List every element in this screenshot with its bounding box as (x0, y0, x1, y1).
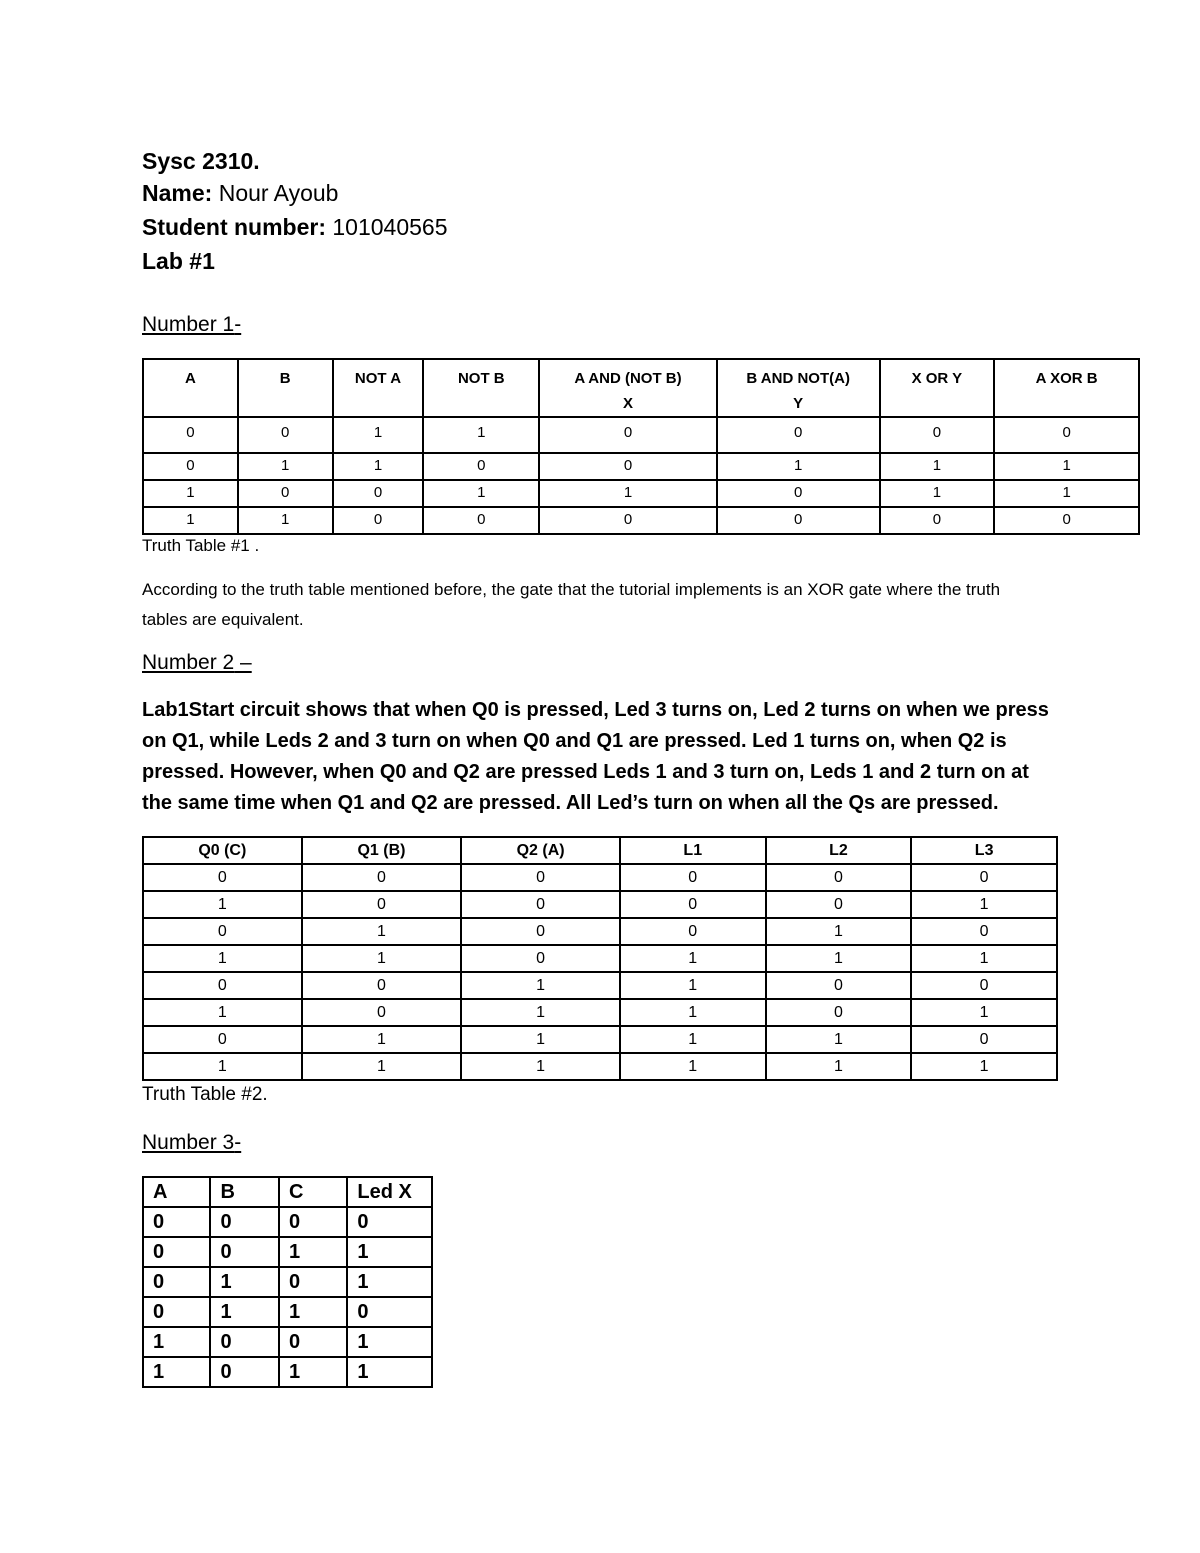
student-value: 101040565 (332, 214, 448, 240)
table-cell: 1 (143, 1327, 210, 1357)
table-cell: 1 (143, 1357, 210, 1387)
table-cell: 0 (620, 918, 766, 945)
table-cell: 0 (539, 417, 717, 453)
table-cell: 1 (880, 453, 995, 480)
table-1-caption: Truth Table #1 . (142, 536, 260, 555)
table-cell: 1 (347, 1327, 432, 1357)
header-cell: X OR Y (880, 359, 995, 417)
table-cell: 0 (911, 1026, 1057, 1053)
course-title: Sysc 2310. (142, 148, 260, 174)
table-cell: 0 (143, 1237, 210, 1267)
table-cell: 1 (994, 453, 1139, 480)
student-line (142, 212, 448, 242)
table-cell: 1 (994, 480, 1139, 507)
table-cell: 1 (423, 480, 539, 507)
table-cell: 0 (210, 1357, 278, 1387)
table-row (143, 1297, 432, 1327)
table-row (143, 999, 1057, 1026)
table-cell: 0 (461, 918, 620, 945)
table-cell: 0 (210, 1327, 278, 1357)
table-cell: 1 (620, 972, 766, 999)
table-cell: 0 (461, 945, 620, 972)
table-cell: 1 (333, 417, 424, 453)
header-cell: L1 (620, 837, 766, 864)
table-row (143, 864, 1057, 891)
table-cell: 1 (302, 1026, 462, 1053)
table-cell: 0 (766, 999, 912, 1026)
table-cell: 0 (143, 1297, 210, 1327)
table-cell: 0 (302, 864, 462, 891)
table-cell: 0 (302, 999, 462, 1026)
table-row (143, 1327, 432, 1357)
header-cell: L3 (911, 837, 1057, 864)
table-cell: 1 (880, 480, 995, 507)
table-header-row (143, 359, 1139, 417)
truth-table-2 (142, 836, 1058, 1081)
table-cell: 1 (210, 1297, 278, 1327)
table-cell: 0 (279, 1267, 347, 1297)
table-cell: 1 (461, 999, 620, 1026)
table-cell: 1 (911, 1053, 1057, 1080)
table-cell: 0 (461, 864, 620, 891)
table-cell: 1 (620, 999, 766, 1026)
table-cell: 1 (911, 945, 1057, 972)
table-row (143, 480, 1139, 507)
table-cell: 0 (143, 453, 238, 480)
header-cell: C (279, 1177, 347, 1207)
table-cell: 0 (911, 864, 1057, 891)
table-cell: 1 (302, 1053, 462, 1080)
table-cell: 0 (539, 507, 717, 534)
name-value: Nour Ayoub (218, 180, 339, 206)
table-cell: 0 (333, 507, 424, 534)
table-cell: 1 (423, 417, 539, 453)
table-cell: 0 (347, 1297, 432, 1327)
table-cell: 1 (461, 972, 620, 999)
header-cell: L2 (766, 837, 912, 864)
table-cell: 1 (620, 1053, 766, 1080)
table-cell: 0 (238, 480, 333, 507)
table-cell: 1 (143, 891, 302, 918)
table-cell: 1 (539, 480, 717, 507)
table-cell: 0 (620, 864, 766, 891)
table-cell: 0 (911, 972, 1057, 999)
table-cell: 0 (143, 972, 302, 999)
header-cell: NOT B (423, 359, 539, 417)
table-cell: 1 (143, 480, 238, 507)
header-cell: A AND (NOT B) X (539, 359, 717, 417)
table-cell: 0 (279, 1207, 347, 1237)
table-row (143, 1207, 432, 1237)
table-cell: 0 (717, 480, 880, 507)
table-cell: 0 (302, 972, 462, 999)
table-cell: 0 (539, 453, 717, 480)
table-cell: 1 (143, 999, 302, 1026)
section-2-title: Number 2 – (142, 651, 252, 674)
table-cell: 0 (210, 1237, 278, 1267)
table-cell: 0 (880, 507, 995, 534)
table-cell: 1 (210, 1267, 278, 1297)
table-row (143, 1026, 1057, 1053)
table-cell: 0 (210, 1207, 278, 1237)
table-row (143, 1053, 1057, 1080)
table-row (143, 417, 1139, 453)
header-cell: A (143, 1177, 210, 1207)
table-cell: 1 (238, 507, 333, 534)
table-row (143, 891, 1057, 918)
truth-table-3 (142, 1176, 433, 1388)
table-header-row (143, 1177, 432, 1207)
table-cell: 1 (766, 1053, 912, 1080)
table-cell: 1 (279, 1237, 347, 1267)
table-cell: 1 (461, 1026, 620, 1053)
table-cell: 1 (911, 999, 1057, 1026)
section-3-title: Number 3- (142, 1131, 242, 1154)
table-cell: 1 (347, 1237, 432, 1267)
table-cell: 1 (143, 507, 238, 534)
table-cell: 0 (143, 417, 238, 453)
section-1-title: Number 1- (142, 313, 242, 336)
table-cell: 1 (302, 918, 462, 945)
table-cell: 0 (766, 864, 912, 891)
section-1-paragraph: According to the truth table mentioned before, the gate that the tutorial implements is an XOR gate where the truth tables are equivalent. (142, 580, 1001, 629)
lab-line (142, 246, 215, 276)
table-cell: 0 (143, 1026, 302, 1053)
table-cell: 1 (279, 1297, 347, 1327)
header-cell: B (238, 359, 333, 417)
table-cell: 1 (766, 1026, 912, 1053)
course-line (142, 146, 260, 176)
table-cell: 0 (461, 891, 620, 918)
table-cell: 0 (347, 1207, 432, 1237)
table-cell: 1 (143, 945, 302, 972)
table-cell: 0 (717, 417, 880, 453)
table-cell: 0 (143, 918, 302, 945)
table-cell: 1 (333, 453, 424, 480)
table-cell: 0 (302, 891, 462, 918)
table-cell: 1 (717, 453, 880, 480)
table-cell: 0 (994, 417, 1139, 453)
table-cell: 1 (238, 453, 333, 480)
table-cell: 0 (423, 507, 539, 534)
table-cell: 0 (766, 891, 912, 918)
table-cell: 1 (766, 918, 912, 945)
table-cell: 0 (143, 864, 302, 891)
table-row (143, 945, 1057, 972)
table-row (143, 453, 1139, 480)
table-cell: 1 (461, 1053, 620, 1080)
table-cell: 1 (302, 945, 462, 972)
table-cell: 0 (143, 1267, 210, 1297)
table-row (143, 507, 1139, 534)
table-cell: 1 (911, 891, 1057, 918)
header-cell: B (210, 1177, 278, 1207)
table-cell: 0 (238, 417, 333, 453)
table-row (143, 1237, 432, 1267)
header-cell: Led X (347, 1177, 432, 1207)
table-cell: 1 (620, 945, 766, 972)
table-row (143, 918, 1057, 945)
header-cell: Q1 (B) (302, 837, 462, 864)
header-cell: B AND NOT(A) Y (717, 359, 880, 417)
table-cell: 1 (143, 1053, 302, 1080)
table-cell: 0 (911, 918, 1057, 945)
table-cell: 1 (766, 945, 912, 972)
table-cell: 0 (333, 480, 424, 507)
header-cell: NOT A (333, 359, 424, 417)
table-cell: 0 (766, 972, 912, 999)
table-cell: 0 (717, 507, 880, 534)
table-row (143, 1357, 432, 1387)
header-cell: A XOR B (994, 359, 1139, 417)
table-cell: 0 (279, 1327, 347, 1357)
truth-table-1 (142, 358, 1140, 535)
table-2-caption: Truth Table #2. (142, 1084, 268, 1105)
section-2-paragraph: Lab1Start circuit shows that when Q0 is pressed, Led 3 turns on, Led 2 turns on when we press on Q1, while Leds 2 and 3 turn on when Q0 and Q1 are pressed. Led 1 turns on, when Q2 is pressed. However, when Q0 and Q2 are pressed Leds 1 and 3 turn on, Leds 1 and 2 turn on at the same time when Q1 and Q2 are pressed. All Led’s turn on when all the Qs are pressed. (142, 699, 1049, 814)
header-cell: Q2 (A) (461, 837, 620, 864)
table-cell: 1 (620, 1026, 766, 1053)
lab-title: Lab #1 (142, 248, 215, 274)
header-cell: Q0 (C) (143, 837, 302, 864)
table-cell: 0 (880, 417, 995, 453)
name-line (142, 178, 338, 208)
table-cell: 0 (994, 507, 1139, 534)
table-cell: 1 (347, 1267, 432, 1297)
table-cell: 1 (279, 1357, 347, 1387)
table-row (143, 1267, 432, 1297)
name-label: Name: (142, 180, 213, 206)
student-label: Student number: (142, 214, 326, 240)
table-cell: 0 (423, 453, 539, 480)
table-row (143, 972, 1057, 999)
table-header-row (143, 837, 1057, 864)
table-cell: 1 (347, 1357, 432, 1387)
table-cell: 0 (620, 891, 766, 918)
table-cell: 0 (143, 1207, 210, 1237)
header-cell: A (143, 359, 238, 417)
